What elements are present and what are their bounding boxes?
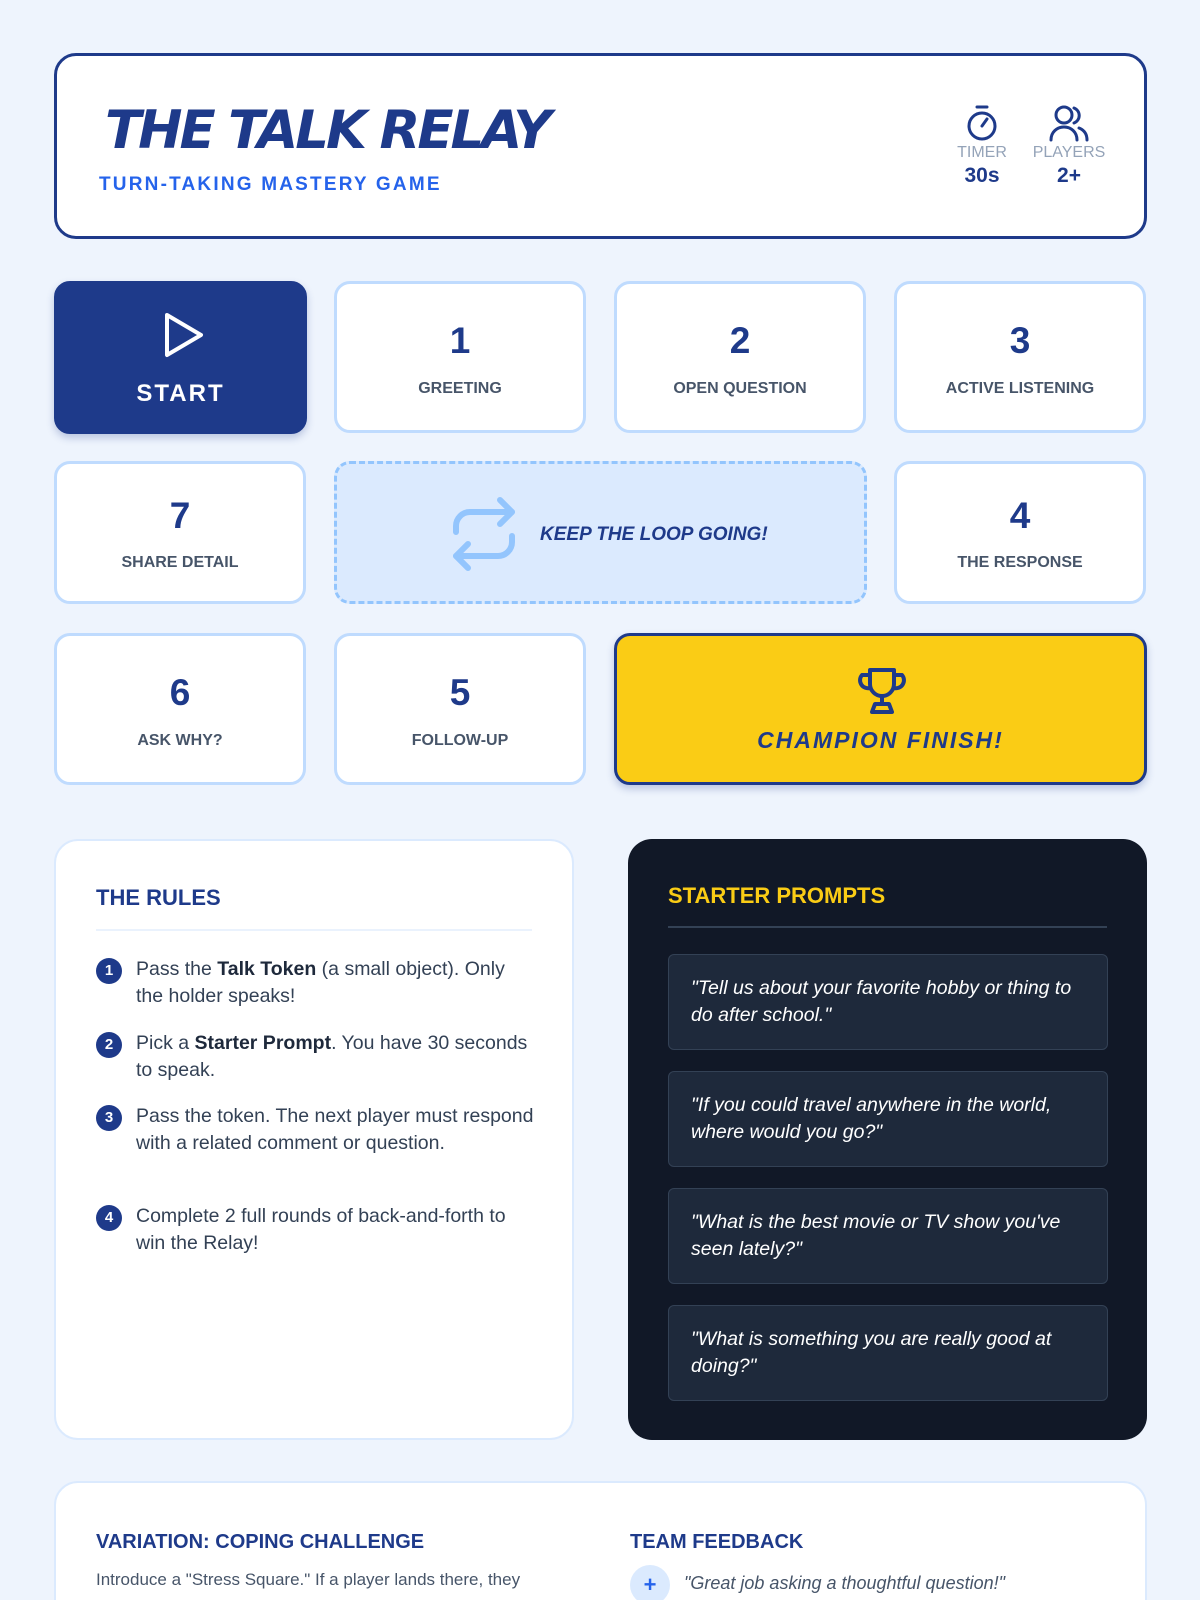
- rules-divider: [96, 929, 532, 931]
- tile-number: 1: [449, 320, 471, 361]
- timer-stat: [937, 104, 1027, 188]
- finish-label: CHAMPION FINISH!: [757, 727, 1004, 753]
- plus-icon[interactable]: +: [630, 1565, 670, 1600]
- feedback-quote: "Great job asking a thoughtful question!": [684, 1573, 1005, 1593]
- prompt-card[interactable]: [668, 1305, 1108, 1401]
- board-tile-7[interactable]: [54, 461, 306, 604]
- prompt-text: "If you could travel anywhere in the world, where would you go?": [691, 1094, 1052, 1143]
- tile-number: 7: [169, 495, 191, 536]
- bottom-panel: [54, 1481, 1147, 1600]
- tile-number: 3: [1009, 320, 1031, 361]
- timer-label: TIMER: [957, 144, 1007, 161]
- rule-number: 1: [96, 958, 122, 984]
- rule-text: Pass the token. The next player must respond with a related comment or question.: [136, 1105, 534, 1154]
- users-icon: [1024, 104, 1114, 142]
- tile-label: THE RESPONSE: [957, 554, 1083, 571]
- prompt-text: "Tell us about your favorite hobby or thing to do after school.": [691, 977, 1072, 1026]
- prompt-card[interactable]: [668, 1188, 1108, 1284]
- game-title: THE TALK RELAY: [105, 100, 549, 161]
- rule-number: 4: [96, 1205, 122, 1231]
- prompt-text: "What is the best movie or TV show you've seen lately?": [691, 1211, 1061, 1260]
- board-tile-1[interactable]: [334, 281, 586, 433]
- tile-number: 2: [729, 320, 751, 361]
- rule-text: Complete 2 full rounds of back-and-forth to win the Relay!: [136, 1205, 506, 1254]
- game-subtitle: TURN-TAKING MASTERY GAME: [99, 174, 442, 195]
- tile-label: ACTIVE LISTENING: [945, 380, 1095, 397]
- feedback-title: TEAM FEEDBACK: [630, 1531, 804, 1553]
- loop-center: [334, 461, 867, 604]
- board-tile-3[interactable]: [894, 281, 1146, 433]
- timer-value: 30s: [964, 164, 1000, 187]
- players-value: 2+: [1057, 164, 1081, 187]
- prompt-card[interactable]: [668, 954, 1108, 1050]
- rules-title: THE RULES: [96, 885, 221, 910]
- tile-label: OPEN QUESTION: [673, 380, 807, 397]
- variation-title: VARIATION: COPING CHALLENGE: [96, 1531, 425, 1553]
- prompts-divider: [668, 926, 1107, 928]
- prompts-panel: [628, 839, 1147, 1440]
- tile-number: 4: [1009, 495, 1031, 536]
- prompt-text: "What is something you are really good at doing?": [691, 1328, 1052, 1377]
- tile-number: 6: [169, 672, 191, 713]
- loop-label: KEEP THE LOOP GOING!: [540, 524, 768, 545]
- game-header: [54, 53, 1147, 239]
- tile-label: FOLLOW-UP: [411, 732, 509, 749]
- players-stat: [1024, 104, 1114, 188]
- tile-label: GREETING: [418, 380, 502, 397]
- prompts-title: STARTER PROMPTS: [668, 883, 886, 908]
- rule-number: 2: [96, 1032, 122, 1058]
- tile-label: ASK WHY?: [137, 732, 223, 749]
- prompt-card[interactable]: [668, 1071, 1108, 1167]
- variation-text: Introduce a "Stress Square." If a player lands there, they: [96, 1570, 521, 1589]
- board-tile-2[interactable]: [614, 281, 866, 433]
- stopwatch-icon: [937, 104, 1027, 142]
- players-label: PLAYERS: [1032, 144, 1106, 161]
- finish-tile[interactable]: [614, 633, 1147, 785]
- rule-text: Pass the Talk Token (a small object). Only the holder speaks!: [136, 958, 505, 1007]
- board-tile-5[interactable]: [334, 633, 586, 785]
- start-tile[interactable]: [54, 281, 307, 434]
- board-tile-4[interactable]: [894, 461, 1146, 604]
- start-label: START: [136, 380, 225, 407]
- tile-number: 5: [449, 672, 471, 713]
- board-tile-6[interactable]: [54, 633, 306, 785]
- rule-number: 3: [96, 1105, 122, 1131]
- rule-text: Pick a Starter Prompt. You have 30 seconds to speak.: [136, 1032, 528, 1081]
- rules-panel: [54, 839, 574, 1440]
- tile-label: SHARE DETAIL: [121, 554, 239, 571]
